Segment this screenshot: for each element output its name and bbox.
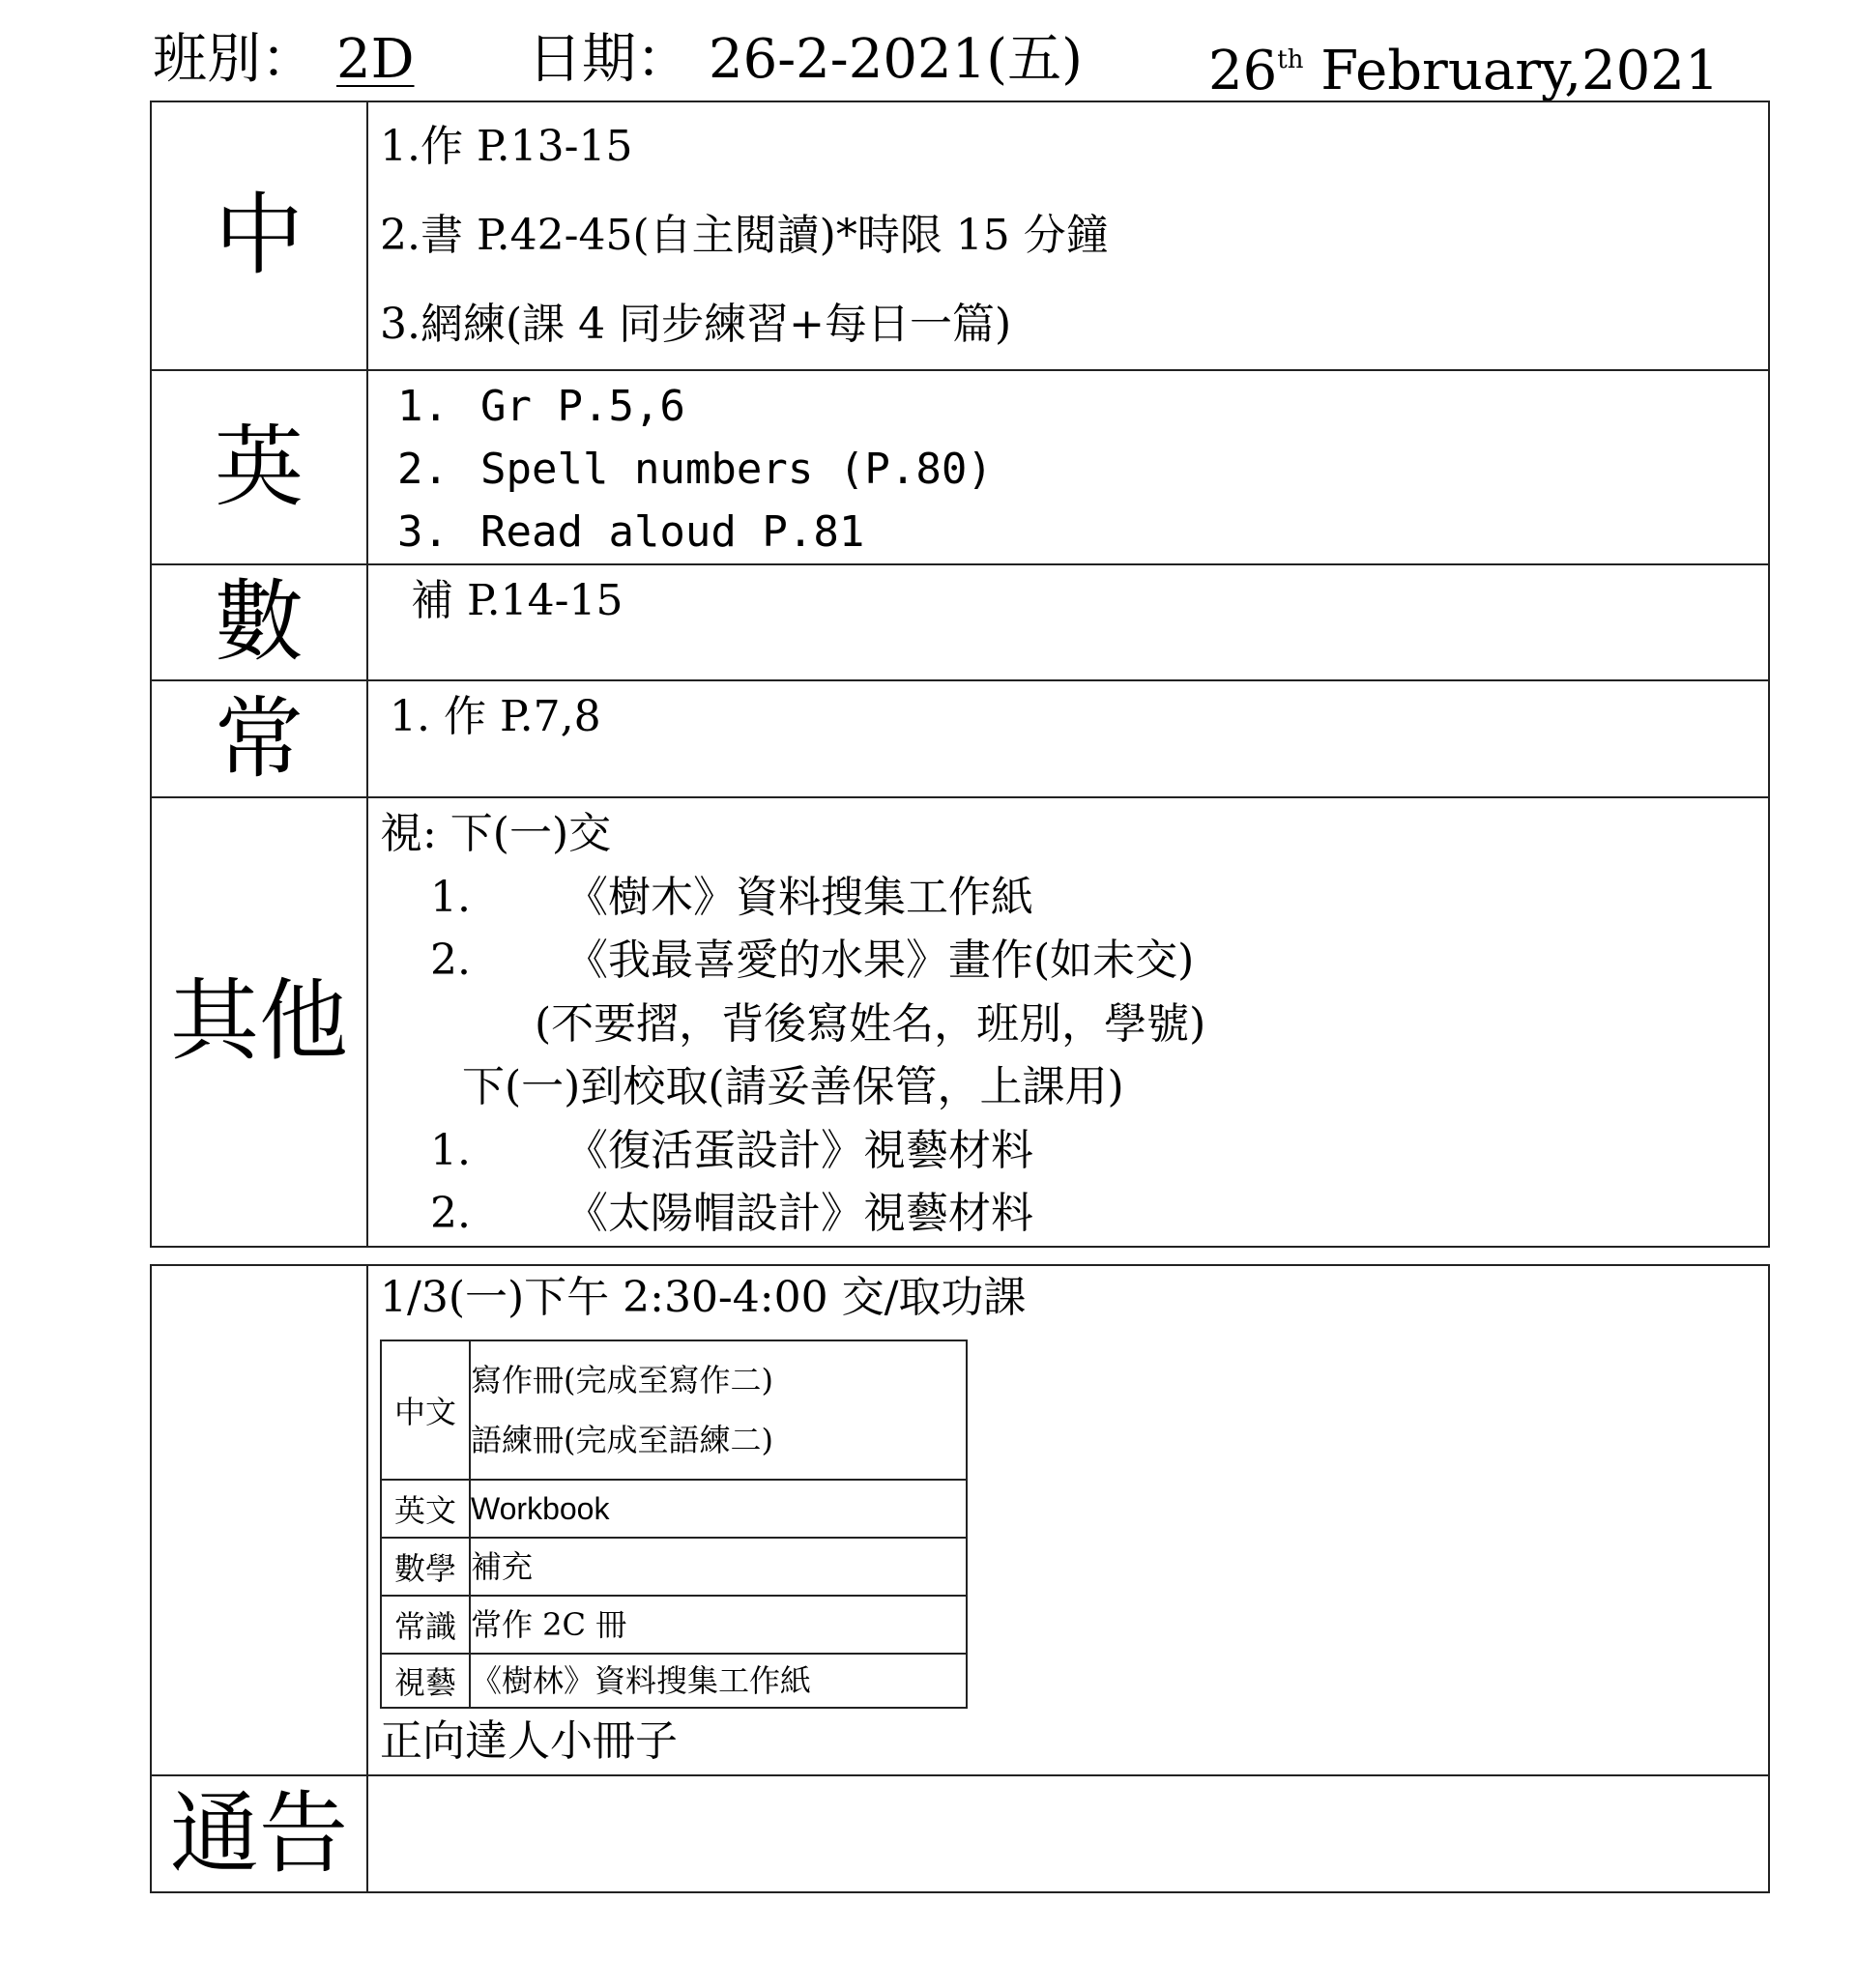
collection-row	[381, 1480, 967, 1538]
collection-items: 寫作冊(完成至寫作二) 語練冊(完成至語練二)	[470, 1340, 967, 1480]
english-date-rest: February,2021	[1303, 40, 1720, 102]
subject-others: 其他	[151, 797, 367, 1247]
others-bring-item: 1. 《復活蛋設計》視藝材料	[430, 1125, 1033, 1175]
english-item: 2. Spell numbers (P.80)	[397, 445, 993, 494]
date-label: 日期：	[528, 28, 690, 91]
collection-subject: 英文	[381, 1480, 470, 1538]
collection-table	[380, 1340, 968, 1709]
collection-subject: 數學	[381, 1538, 470, 1596]
subject-chinese: 中	[151, 101, 367, 370]
content-chinese	[367, 101, 1769, 370]
schedule-subject-cell	[151, 1265, 367, 1775]
row-english	[151, 370, 1769, 564]
collection-row	[381, 1538, 967, 1596]
collection-subject: 視藝	[381, 1654, 470, 1708]
chinese-item: 2.書 P.42-45(自主閱讀)*時限 15 分鐘	[380, 211, 1109, 260]
page-header	[153, 21, 1767, 102]
row-notice	[151, 1775, 1769, 1892]
content-schedule	[367, 1265, 1769, 1775]
row-schedule	[151, 1265, 1769, 1775]
english-date	[1208, 21, 1720, 110]
others-submit-note: (不要摺，背後寫姓名，班別，學號)	[535, 998, 1206, 1049]
content-english	[367, 370, 1769, 564]
date-value: 26-2-2021(五)	[709, 28, 1083, 91]
content-general-studies	[367, 680, 1769, 797]
collection-items: 補充	[470, 1538, 967, 1596]
schedule-title: 1/3(一)下午 2:30-4:00 交/取功課	[380, 1273, 1027, 1322]
chinese-item: 3.網練(課 4 同步練習+每日一篇)	[380, 300, 1012, 349]
collection-row	[381, 1596, 967, 1654]
english-item: 3. Read aloud P.81	[397, 507, 865, 557]
others-bring-intro: 下(一)到校取(請妥善保管，上課用)	[462, 1062, 1124, 1111]
content-notice	[367, 1775, 1769, 1892]
row-general-studies	[151, 680, 1769, 797]
subject-math: 數	[151, 564, 367, 680]
collection-row	[381, 1340, 967, 1480]
row-others	[151, 797, 1769, 1247]
english-item: 1. Gr P.5,6	[397, 382, 685, 431]
class-label: 班別：	[153, 28, 315, 91]
collection-items: 常作 2C 冊	[470, 1596, 967, 1654]
collection-subject: 中文	[381, 1340, 470, 1480]
chinese-item: 1.作 P.13-15	[380, 122, 633, 171]
english-date-suffix: th	[1277, 45, 1304, 74]
others-bring-item: 2. 《太陽帽設計》視藝材料	[430, 1189, 1033, 1238]
collection-subject: 常識	[381, 1596, 470, 1654]
homework-table	[150, 101, 1770, 1248]
content-math	[367, 564, 1769, 680]
subject-general-studies: 常	[151, 680, 367, 797]
general-item: 1. 作 P.7,8	[390, 692, 601, 741]
math-item: 補 P.14-15	[411, 576, 624, 625]
others-submit-item: 1. 《樹木》資料搜集工作紙	[430, 872, 1033, 922]
notice-table	[150, 1264, 1770, 1893]
content-others	[367, 797, 1769, 1247]
schedule-footer: 正向達人小冊子	[380, 1716, 678, 1766]
collection-row	[381, 1654, 967, 1708]
subject-english: 英	[151, 370, 367, 564]
row-math	[151, 564, 1769, 680]
collection-items: 《樹林》資料搜集工作紙	[470, 1654, 967, 1708]
english-date-day: 26	[1208, 40, 1278, 102]
class-value: 2D	[336, 28, 415, 91]
others-submit-item: 2. 《我最喜愛的水果》畫作(如未交)	[430, 936, 1195, 985]
row-chinese	[151, 101, 1769, 370]
others-intro: 視: 下(一)交	[380, 809, 612, 858]
collection-items: Workbook	[470, 1480, 967, 1538]
subject-notice: 通告	[151, 1775, 367, 1892]
